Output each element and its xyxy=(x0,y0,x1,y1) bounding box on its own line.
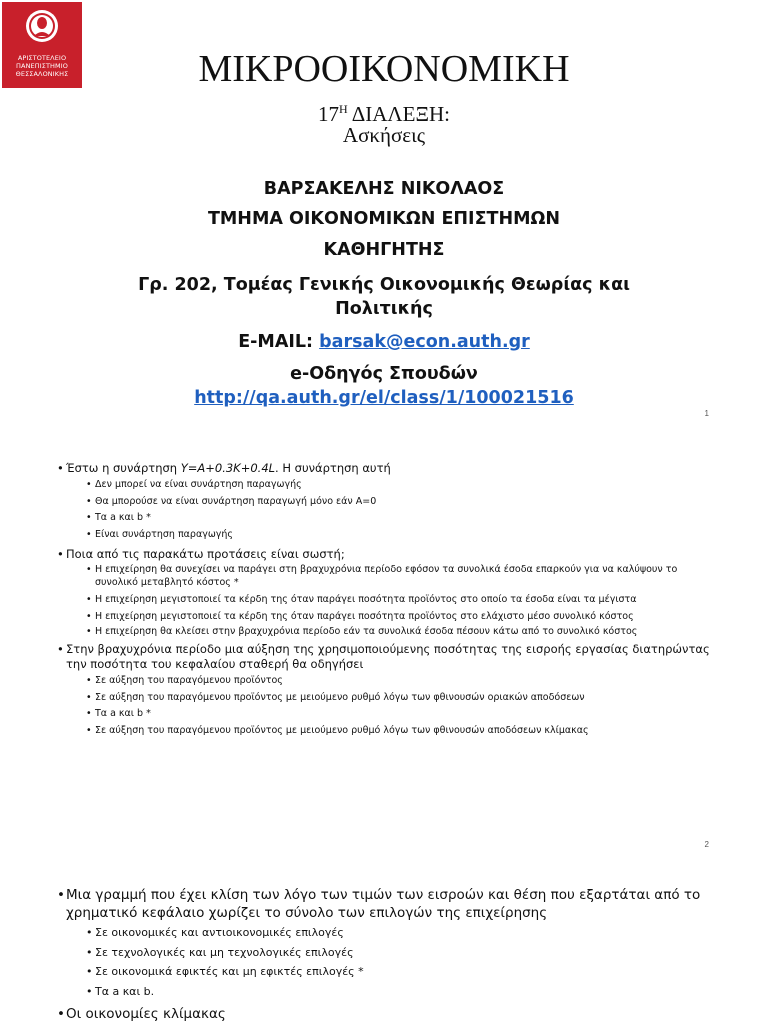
answer-option: • Τα a και b * xyxy=(86,510,717,527)
answer-option: • Σε οικονομικές και αντιοικονομικές επιλογές xyxy=(86,923,717,943)
course-title: ΜΙΚΡΟΟΙΚΟΝΟΜΙΚΗ xyxy=(198,48,570,90)
answer-option: • Τα a και b. xyxy=(86,982,717,1002)
question-text-b: . Η συνάρτηση αυτή xyxy=(275,461,391,475)
logo-text-line3: ΘΕΣΣΑΛΟΝΙΚΗΣ xyxy=(15,70,69,78)
email-link[interactable]: barsak@econ.auth.gr xyxy=(319,332,530,352)
question-item xyxy=(57,1005,717,1023)
lecture-word: ΔΙΑΛΕΞΗ: xyxy=(347,102,450,126)
answer-option: • Σε αύξηση του παραγόμενου προϊόντος με μειούμενο ρυθμό λόγω των φθινουσών οριακών αποδόσεων xyxy=(86,690,717,707)
logo-text-line2: ΠΑΝΕΠΙΣΤΗΜΙΟ xyxy=(16,62,68,70)
logo-text-line1: ΑΡΙΣΤΟΤΕΛΕΙΟ xyxy=(17,54,67,62)
university-seal-icon xyxy=(24,8,60,48)
answer-option: • Η επιχείρηση θα συνεχίσει να παράγει στη βραχυχρόνια περίοδο εφόσον τα συνολικά έσοδα επαρκούν για να καλύψουν το συνολικό μεταβλητό κόστος * xyxy=(86,563,717,589)
answer-option: • Σε οικονομικά εφικτές και μη εφικτές επιλογές * xyxy=(86,962,717,982)
professor-name: ΒΑΡΣΑΚΕΛΗΣ ΝΙΚΟΛΑΟΣ xyxy=(263,179,505,199)
question-text: Στην βραχυχρόνια περίοδο μια αύξηση της χρησιμοποιούμενης ποσότητας της εισροής εργασίας διατηρώντας την ποσότητα του κεφαλαίου σταθερή θα οδηγήσει xyxy=(66,642,710,671)
slide-2-questions xyxy=(57,461,717,743)
department-name: ΤΜΗΜΑ ΟΙΚΟΝΟΜΙΚΩΝ ΕΠΙΣΤΗΜΩΝ xyxy=(207,209,561,229)
lecture-number xyxy=(0,97,768,126)
answer-option: • Σε τεχνολογικές και μη τεχνολογικές επιλογές xyxy=(86,943,717,963)
answer-option: • Η επιχείρηση μεγιστοποιεί τα κέρδη της όταν παράγει ποσότητα προϊόντος στο ελάχιστο μέσο συνολικό κόστος xyxy=(86,609,717,626)
study-guide-label: e-Οδηγός Σπουδών xyxy=(290,364,478,384)
answer-option: • Θα μπορούσε να είναι συνάρτηση παραγωγή μόνο εάν Α=0 xyxy=(86,494,717,511)
study-guide-link[interactable]: http://qa.auth.gr/el/class/1/100021516 xyxy=(194,388,574,408)
answer-option: • Είναι συνάρτηση παραγωγής xyxy=(86,527,717,544)
answer-list xyxy=(66,673,717,739)
slide-1 xyxy=(0,0,768,430)
question-text: Οι οικονομίες κλίμακας xyxy=(66,1006,226,1022)
question-item xyxy=(57,461,717,543)
answer-option: • Τα a και b * xyxy=(86,706,717,723)
answer-option: • Η επιχείρηση θα κλείσει στην βραχυχρόνια περίοδο εάν τα συνολικά έσοδα πέσουν κάτω από το συνολικό κόστος xyxy=(86,625,717,638)
page-number: 2 xyxy=(704,840,709,849)
answer-option: • Σε αύξηση του παραγόμενου προϊόντος με μειούμενο ρυθμό λόγω των φθινουσών αποδόσεων κλίμακας xyxy=(86,723,717,740)
question-item xyxy=(57,886,717,1001)
answer-option: • Η επιχείρηση μεγιστοποιεί τα κέρδη της όταν παράγει ποσότητα προϊόντος στο οποίο τα έσοδα είναι τα μέγιστα xyxy=(86,592,717,609)
answer-option: • Σε αύξηση του παραγόμενου προϊόντος xyxy=(86,673,717,690)
answer-list xyxy=(66,923,717,1001)
office-info: Γρ. 202, Τομέας Γενικής Οικονομικής Θεωρίας και Πολιτικής xyxy=(138,275,630,319)
professor-rank: ΚΑΘΗΓΗΤΗΣ xyxy=(323,240,445,260)
question-item xyxy=(57,547,717,638)
email-label: E-MAIL: xyxy=(238,332,320,352)
answer-list xyxy=(66,477,717,543)
question-text: Μια γραμμή που έχει κλίση των λόγο των τιμών των εισροών και θέση που εξαρτάται από το χρηματικό κεφάλαιο χωρίζει το σύνολο των επιλογών της επιχείρησης xyxy=(66,887,701,921)
lecture-subtitle: Ασκήσεις xyxy=(342,123,426,147)
email-line xyxy=(0,330,768,354)
lecture-num: 17 xyxy=(318,102,339,126)
page-number: 1 xyxy=(704,409,709,418)
question-text-a: Έστω η συνάρτηση xyxy=(66,461,181,475)
answer-list xyxy=(66,563,717,638)
formula: Y=A+0.3K+0.4L xyxy=(180,461,276,475)
study-guide-line xyxy=(0,386,768,410)
answer-option: • Δεν μπορεί να είναι συνάρτηση παραγωγής xyxy=(86,477,717,494)
slide-3-questions xyxy=(57,886,717,1026)
question-text: Ποια από τις παρακάτω προτάσεις είναι σωστή; xyxy=(66,547,345,561)
lecture-sup: Η xyxy=(339,102,348,116)
question-item xyxy=(57,642,717,739)
